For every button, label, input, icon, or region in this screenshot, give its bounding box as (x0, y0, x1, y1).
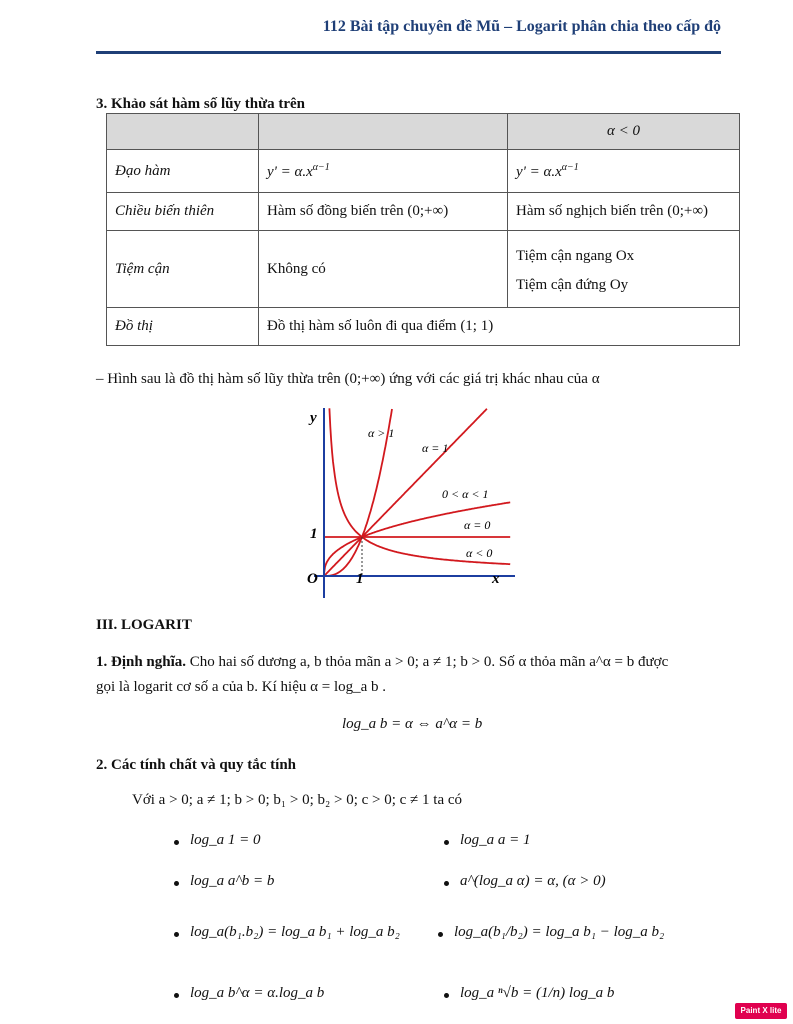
property-log-a-power: log_a a^b = b (190, 873, 275, 889)
section-3-heading: 3. Khảo sát hàm số lũy thừa trên (96, 96, 306, 112)
properties-condition: Với a > 0; a ≠ 1; b > 0; b₁ > 0; b₂ > 0; c > 0; c ≠ 1 ta có (132, 792, 463, 808)
definition-text: Cho hai số dương a, b thỏa mãn a > 0; a ≠ 1; b > 0. Số α thỏa mãn a^α = b được (189, 654, 669, 670)
property-log-1: log_a 1 = 0 (190, 832, 261, 848)
row-label-derivative: Đạo hàm (107, 150, 259, 193)
definition-line-2: gọi là logarit cơ số a của b. Kí hiệu α = log_a b . (96, 679, 387, 695)
derivative-negative: $y' = \alpha.x^{\alpha-1}$ (508, 150, 740, 193)
bullet-icon (444, 993, 449, 998)
row-label-asymptote: Tiệm cận (107, 231, 259, 308)
properties-heading: 2. Các tính chất và quy tắc tính (96, 757, 297, 773)
y-axis-label: y (310, 410, 317, 426)
bullet-icon (438, 932, 443, 937)
curve-label-alpha-lt-0: α < 0 (466, 546, 493, 560)
property-exp-log: a^(log_a α) = α, (α > 0) (460, 873, 606, 889)
bullet-icon (174, 993, 179, 998)
row-label-monotonicity: Chiều biến thiên (107, 193, 259, 231)
curve-label-alpha-eq-0: α = 0 (464, 518, 491, 532)
graph-property: Đồ thị hàm số luôn đi qua điểm (1; 1) (259, 308, 740, 346)
definition-heading: 1. Định nghĩa. (96, 654, 187, 670)
table-row (107, 193, 740, 231)
definition-line-1 (96, 654, 668, 671)
table-row (107, 150, 740, 193)
x-one-label: 1 (356, 571, 364, 587)
asymptote-negative: Tiệm cận ngang Ox Tiệm cận đứng Oy (508, 231, 740, 308)
bullet-icon (444, 881, 449, 886)
table-row (107, 231, 740, 308)
table-header-row (107, 114, 740, 150)
table-row (107, 308, 740, 346)
header-rule (96, 51, 721, 54)
curve-label-alpha-gt-1: α > 1 (368, 426, 395, 440)
definition-formula: log_a b = α ⇔ a^α = b (342, 716, 483, 732)
derivative-positive: $y' = \alpha.x^{\alpha-1}$ (259, 150, 508, 193)
power-function-graph (290, 400, 530, 605)
x-axis-label: x (492, 571, 500, 587)
bullet-icon (174, 932, 179, 937)
page-header-title: 112 Bài tập chuyên đề Mũ – Logarit phân chia theo cấp độ (322, 18, 721, 35)
section-iii-heading: III. LOGARIT (96, 617, 192, 633)
property-log-quotient: log_a(b₁/b₂) = log_a b₁ − log_a b₂ (454, 924, 665, 940)
property-log-a: log_a a = 1 (460, 832, 531, 848)
paint-x-lite-watermark: Paint X lite (735, 1003, 787, 1019)
curve-label-alpha-eq-1: α = 1 (422, 441, 449, 455)
bullet-icon (174, 881, 179, 886)
property-log-power: log_a b^α = α.log_a b (190, 985, 325, 1001)
monotonicity-negative: Hàm số nghịch biến trên (0;+∞) (508, 193, 740, 231)
row-label-graph: Đồ thị (107, 308, 259, 346)
table-header-alpha-negative: α < 0 (508, 114, 740, 150)
bullet-icon (174, 840, 179, 845)
origin-label: O (307, 571, 318, 587)
property-log-root: log_a ⁿ√b = (1/n) log_a b (460, 985, 615, 1001)
y-one-label: 1 (310, 526, 318, 542)
property-log-product: log_a(b₁.b₂) = log_a b₁ + log_a b₂ (190, 924, 400, 940)
curve-label-alpha-0-1: 0 < α < 1 (442, 487, 489, 501)
monotonicity-positive: Hàm số đồng biến trên (0;+∞) (259, 193, 508, 231)
asymptote-positive: Không có (259, 231, 508, 308)
bullet-icon (444, 840, 449, 845)
power-function-table (106, 113, 740, 346)
graph-caption: – Hình sau là đồ thị hàm số lũy thừa trên (0;+∞) ứng với các giá trị khác nhau của α (96, 371, 600, 387)
